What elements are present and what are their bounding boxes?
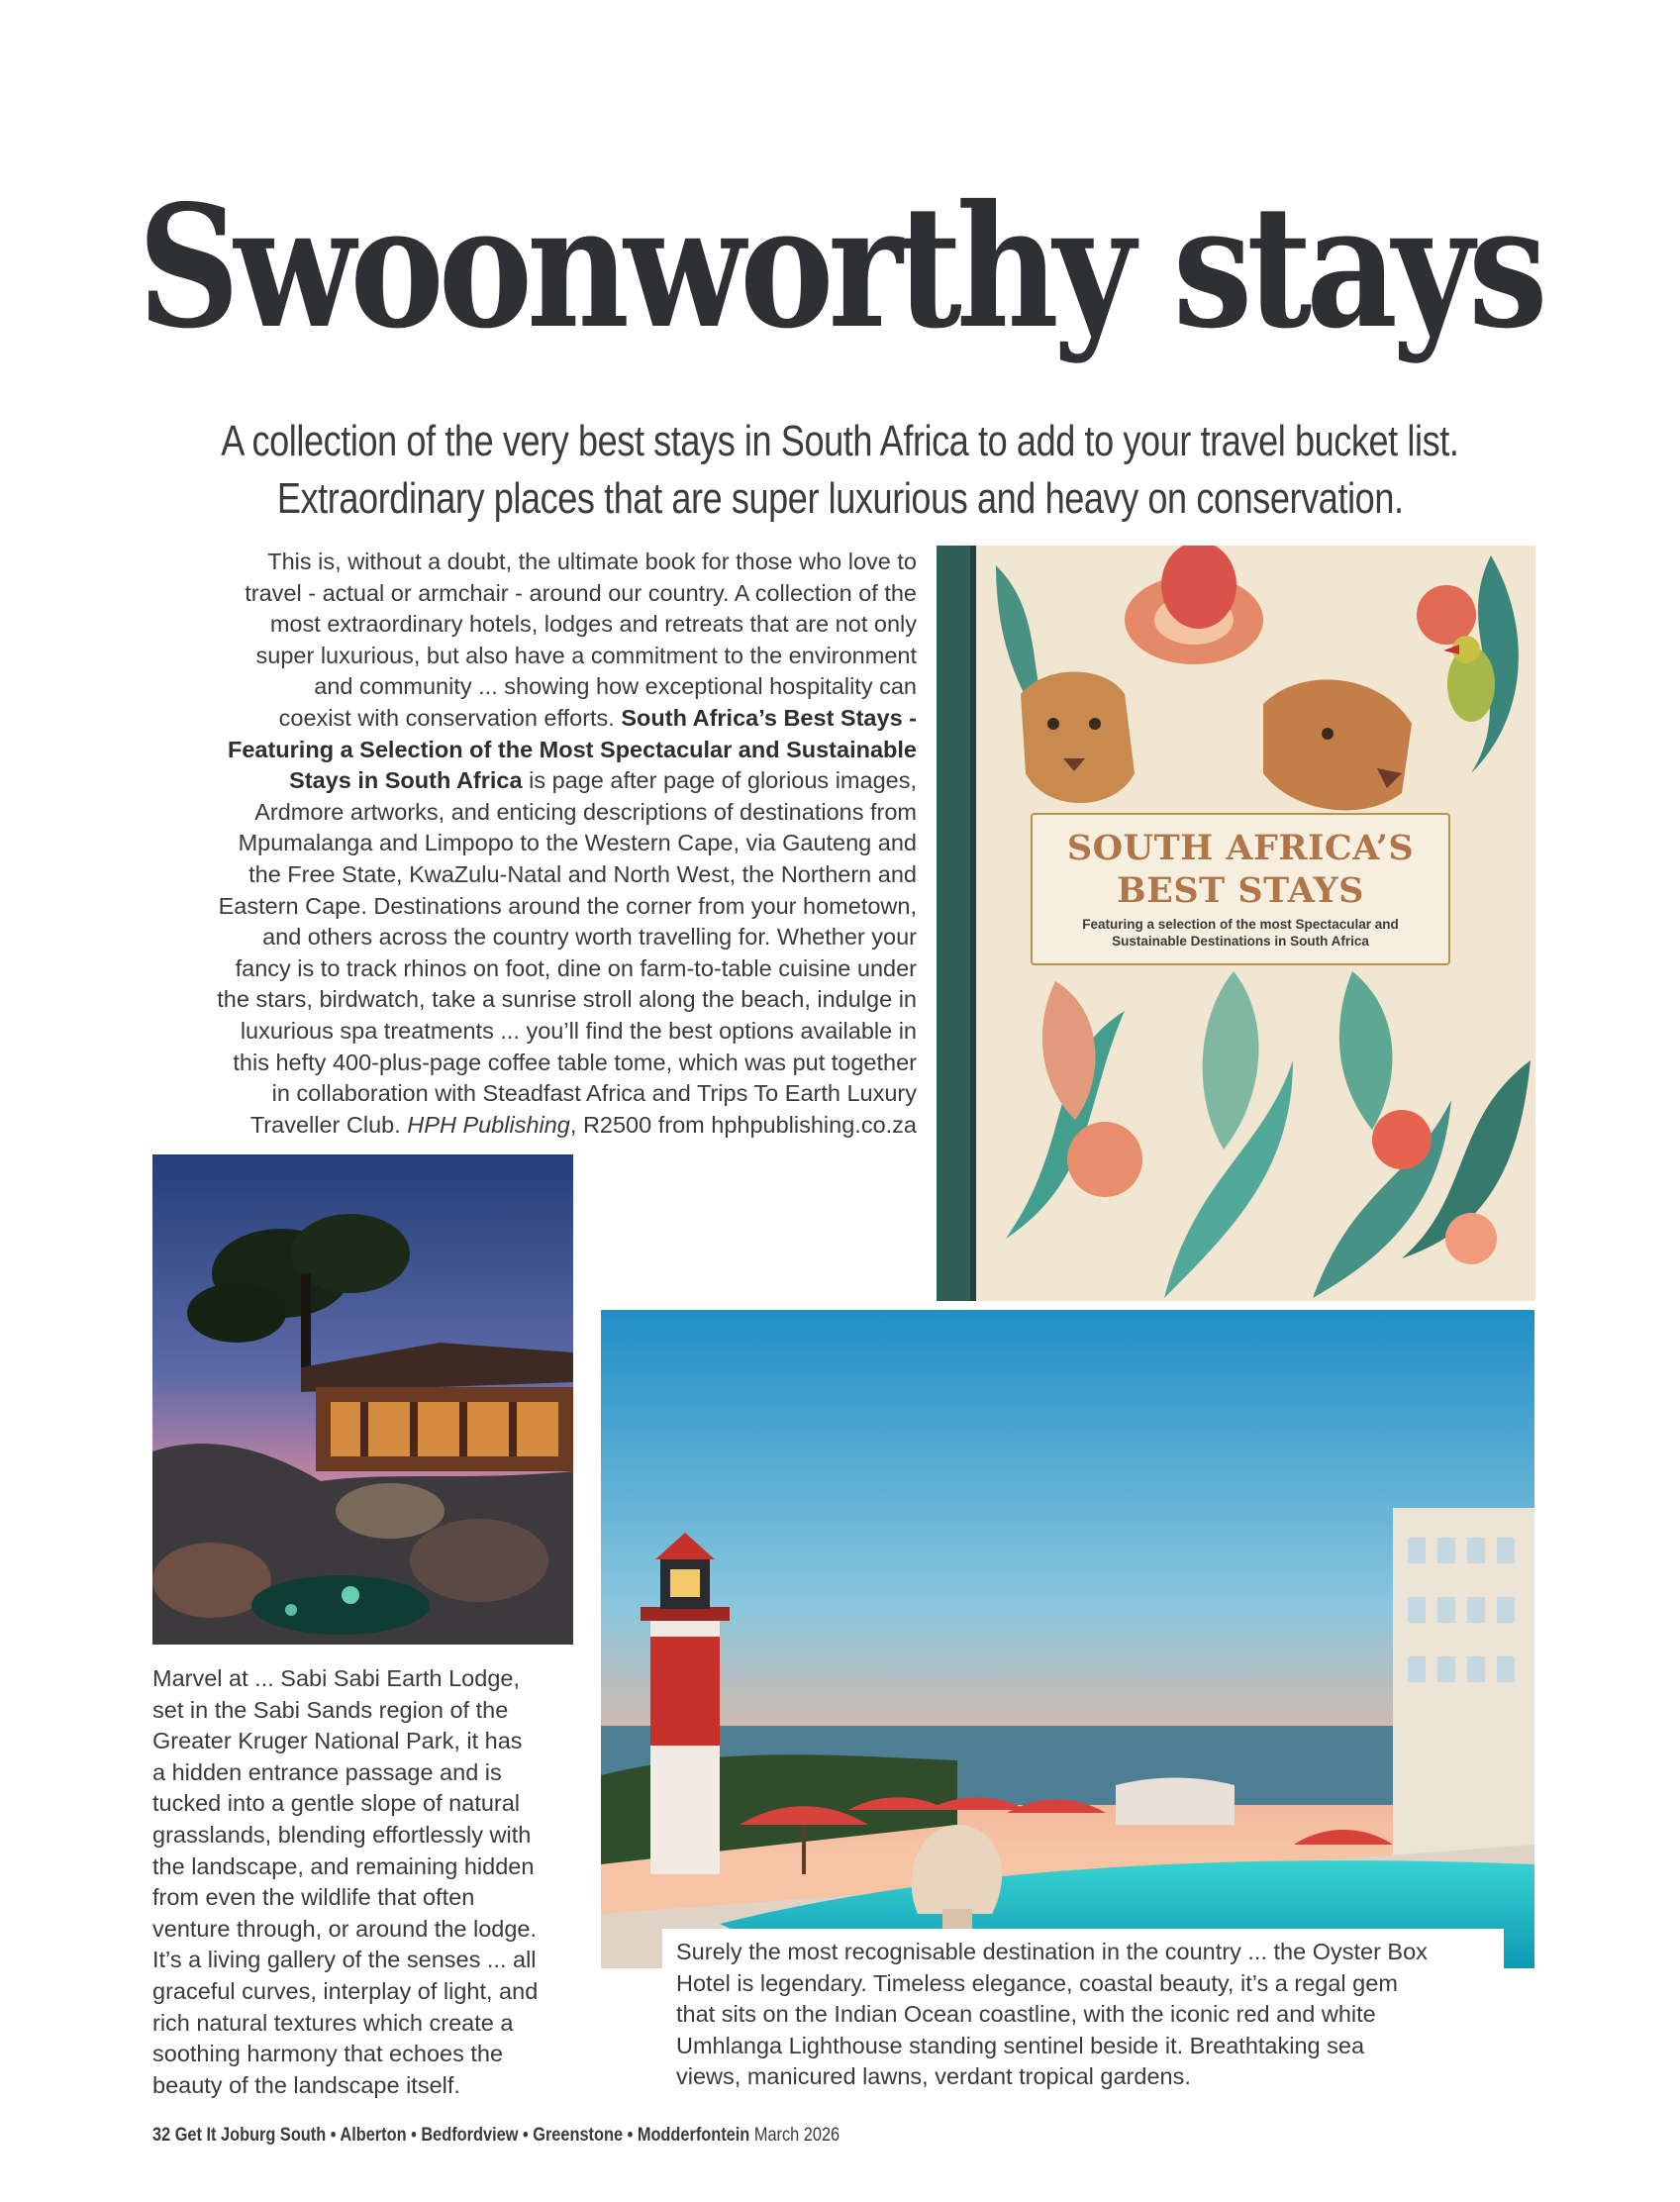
publisher-name: HPH Publishing [407, 1111, 570, 1138]
intro-line: fancy is to track rhinos on foot, dine on farm-to-table cuisine under [235, 954, 917, 981]
intro-line: Mpumalanga and Limpopo to the Western Cape, via Gauteng and [238, 830, 917, 856]
cover-title-line-2: BEST STAYS [1117, 870, 1364, 911]
footer-publication: 32 Get It Joburg South • Alberton • Bedfordview • Greenstone • Modderfontein [152, 2125, 750, 2146]
book-title-bold: Stays in South Africa [289, 767, 523, 794]
pool-caption-box [662, 1929, 1504, 2093]
page-headline: Swoonworthy stays [138, 168, 1542, 366]
footer-date: March 2026 [753, 2125, 840, 2146]
intro-line: and community ... showing how exceptional hospitality can [314, 673, 917, 700]
intro-line: Eastern Cape. Destinations around the corner from your hometown, [218, 892, 917, 919]
intro-line: this hefty 400-plus-page coffee table tome, which was put together [233, 1049, 917, 1075]
sabi-sabi-lodge-photo [152, 1154, 573, 1645]
intro-line: most extraordinary hotels, lodges and retreats that are not only [269, 611, 917, 638]
intro-line: This is, without a doubt, the ultimate book for those who love to [267, 549, 917, 574]
cover-subtitle: Featuring a selection of the most Spectacular and Sustainable Destinations in South Africa [1082, 917, 1399, 949]
intro-line: Ardmore artworks, and enticing descriptions of destinations from [254, 798, 917, 825]
oyster-box-pool-photo [601, 1310, 1534, 1968]
intro-line: super luxurious, but also have a commitment to the environment [255, 642, 917, 668]
subheadline-line-2: Extraordinary places that are super luxurious and heavy on conservation. [276, 474, 1404, 523]
intro-line: the stars, birdwatch, take a sunrise stroll along the beach, indulge in [217, 986, 917, 1013]
cover-title-line-1: SOUTH AFRICA’S [1066, 828, 1415, 868]
intro-line: coexist with conservation efforts. South Africa’s Best Stays - [278, 704, 917, 731]
intro-line: in collaboration with Steadfast Africa and Trips To Earth Luxury [271, 1080, 917, 1107]
intro-line: travel - actual or armchair - around our country. A collection of the [245, 579, 917, 606]
page-footer [152, 2125, 951, 2147]
intro-line: Traveller Club. HPH Publishing, R2500 from hphpublishing.co.za [249, 1111, 917, 1138]
intro-paragraph [158, 547, 917, 1141]
pool-caption: Surely the most recognisable destination in the country ... the Oyster Box Hotel is legendary. Timeless elegance, coastal beauty, it’s a regal gem that sits on the Indian Ocean coastline, with the iconic red and white Umhlanga Lighthouse standing sentinel beside it. Breathtaking sea views, manicured lawns, verdant tropical gardens. [676, 1939, 1428, 2090]
book-cover-image [937, 546, 1535, 1301]
book-title-bold: Featuring a Selection of the Most Spectacular and Sustainable [227, 736, 917, 762]
cover-title-panel [1031, 813, 1450, 965]
intro-line: the Free State, KwaZulu-Natal and North West, the Northern and [248, 860, 917, 887]
book-title-bold: South Africa’s Best Stays - [621, 704, 917, 731]
intro-line [158, 735, 917, 766]
lodge-caption: Marvel at ... Sabi Sabi Earth Lodge, set in the Sabi Sands region of the Greater Kruger National Park, it has a hidden entrance passage and is tucked into a gentle slope of natural grasslands, blending effortlessly with the landscape, and remaining hidden from even the wildlife that often venture through, or around the lodge. It’s a living gallery of the senses ... all graceful curves, interplay of light, and rich natural textures which create a soothing harmony that echoes the beauty of the landscape itself. [152, 1665, 539, 2098]
book-spine [937, 546, 976, 1301]
intro-line: luxurious spa treatments ... you’ll find the best options available in [240, 1017, 917, 1044]
subheadline-line-1: A collection of the very best stays in South Africa to add to your travel bucket list. [221, 417, 1459, 465]
intro-line: and others across the country worth travelling for. Whether your [262, 924, 917, 951]
intro-line: Stays in South Africa is page after page of glorious images, [289, 767, 917, 794]
